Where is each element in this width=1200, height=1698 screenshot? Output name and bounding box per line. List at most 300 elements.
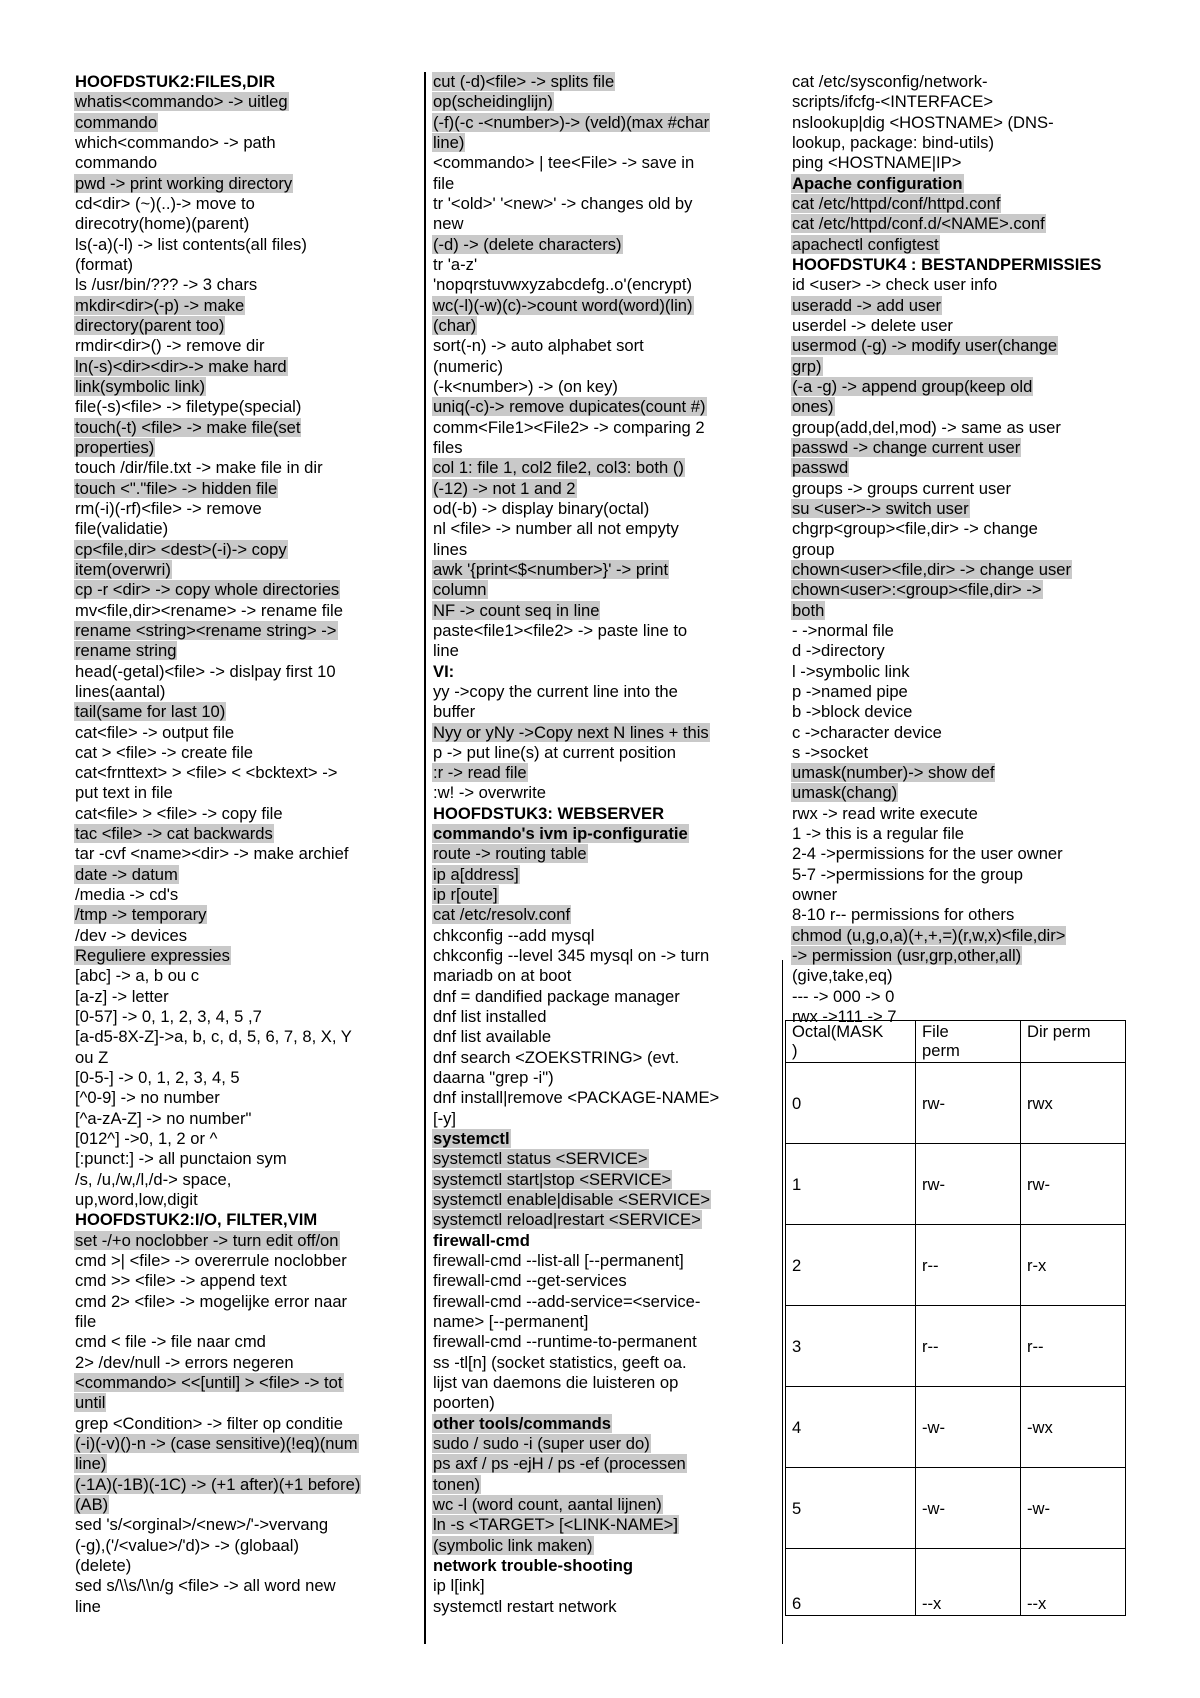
line-text: apachectl configtest	[792, 234, 939, 254]
line-text: paste<file1><file2> -> paste line to	[433, 620, 688, 640]
table-cell: 4	[786, 1387, 916, 1468]
text-line	[74, 1088, 414, 1108]
line-text: su <user>-> switch user	[792, 498, 969, 518]
middle-column	[432, 72, 774, 1617]
section-heading	[432, 804, 774, 824]
line-text: Reguliere expressies	[75, 946, 230, 966]
line-text: ones)	[792, 397, 834, 417]
line-text: cat<frnttext> > <file> < <bcktext> ->	[75, 763, 338, 783]
line-text: p ->named pipe	[792, 681, 908, 701]
line-text: firewall-cmd --list-all [--permanent]	[433, 1251, 684, 1271]
line-text: [0-5-] -> 0, 1, 2, 3, 4, 5	[75, 1068, 240, 1088]
line-text: p -> put line(s) at current position	[433, 742, 677, 762]
line-text: [:punct:] -> all punctaion sym	[75, 1149, 287, 1169]
line-text: cmd >> <file> -> append text	[75, 1271, 287, 1291]
text-line	[432, 1007, 774, 1027]
line-text: file	[433, 173, 455, 193]
line-text: cmd 2> <file> -> mogelijke error naar	[75, 1291, 348, 1311]
table-cell: 2	[786, 1225, 916, 1306]
line-text: touch(-t) <file> -> make file(set	[75, 417, 301, 437]
text-line	[432, 133, 774, 153]
text-line	[432, 1312, 774, 1332]
line-text: tonen)	[433, 1474, 481, 1494]
line-text: tail(same for last 10)	[75, 702, 226, 722]
line-text: chkconfig --add mysql	[433, 925, 595, 945]
line-text: 8-10 r-- permissions for others	[792, 905, 1015, 925]
line-text: up,word,low,digit	[75, 1190, 198, 1210]
text-line	[74, 946, 414, 966]
table-header-cell: Dir perm	[1021, 1021, 1126, 1063]
line-text: ss -tl[n] (socket statistics, geeft oa.	[433, 1352, 687, 1372]
table-cell: -wx	[1021, 1387, 1126, 1468]
text-line	[432, 1353, 774, 1373]
line-text: set -/+o noclobber -> turn edit off/on	[75, 1230, 339, 1250]
line-text: 2> /dev/null -> errors negeren	[75, 1352, 294, 1372]
text-line	[74, 1576, 414, 1596]
line-text: d ->directory	[792, 641, 885, 661]
text-line	[432, 1597, 774, 1617]
text-line	[432, 763, 774, 783]
line-text: head(-getal)<file> -> dislpay first 10	[75, 661, 336, 681]
text-line	[791, 235, 1136, 255]
table-cell: -w-	[1021, 1468, 1126, 1549]
line-text: (-g),('/<value>/'d)> -> (globaal)	[75, 1535, 299, 1555]
table-cell: rwx	[1021, 1063, 1126, 1144]
line-text: [abc] -> a, b ou c	[75, 966, 200, 986]
text-line	[432, 174, 774, 194]
line-text: commando	[75, 112, 158, 132]
table-cell: rw-	[916, 1144, 1021, 1225]
text-line	[74, 1475, 414, 1495]
text-line	[791, 723, 1136, 743]
line-text: --- -> 000 -> 0	[792, 986, 895, 1006]
text-line	[432, 1190, 774, 1210]
line-text: cat > <file> -> create file	[75, 742, 254, 762]
line-text: od(-b) -> display binary(octal)	[433, 498, 650, 518]
table-row	[786, 1387, 1126, 1468]
line-text: (-12) -> not 1 and 2	[433, 478, 576, 498]
line-text: ln(-s)<dir><dir>-> make hard	[75, 356, 287, 376]
text-line	[74, 397, 414, 417]
text-line	[791, 804, 1136, 824]
text-line	[432, 1536, 774, 1556]
text-line	[74, 174, 414, 194]
text-line	[74, 1556, 414, 1576]
line-text: (-i)(-v)()-n -> (case sensitive)(!eq)(num	[75, 1433, 358, 1453]
text-line	[74, 1373, 414, 1393]
line-text: ln -s <TARGET> [<LINK-NAME>]	[433, 1515, 678, 1535]
line-text: [a-z] -> letter	[75, 986, 169, 1006]
text-line	[432, 214, 774, 234]
text-line	[791, 194, 1136, 214]
line-text: umask(number)-> show def	[792, 763, 995, 783]
line-text: mv<file,dir><rename> -> rename file	[75, 600, 343, 620]
line-text: firewall-cmd	[433, 1230, 530, 1250]
text-line	[432, 1475, 774, 1495]
line-text: usermod (-g) -> modify user(change	[792, 336, 1058, 356]
text-line	[74, 987, 414, 1007]
text-line	[432, 905, 774, 925]
text-line	[74, 418, 414, 438]
line-text: systemctl enable|disable <SERVICE>	[433, 1190, 711, 1210]
text-line	[432, 519, 774, 539]
text-line	[432, 499, 774, 519]
line-text: item(overwri)	[75, 559, 171, 579]
table-row	[786, 1306, 1126, 1387]
text-line	[74, 1149, 414, 1169]
line-text: systemctl status <SERVICE>	[433, 1149, 648, 1169]
line-text: poorten)	[433, 1393, 495, 1413]
line-text: route -> routing table	[433, 844, 587, 864]
line-text: chkconfig --level 345 mysql on -> turn	[433, 946, 710, 966]
text-line	[74, 580, 414, 600]
line-text: op(scheidinglijn)	[433, 92, 553, 112]
line-text: groups -> groups current user	[792, 478, 1012, 498]
line-text: systemctl reload|restart <SERVICE>	[433, 1210, 701, 1230]
text-line	[74, 560, 414, 580]
text-line	[791, 316, 1136, 336]
text-line	[74, 905, 414, 925]
line-text: cp<file,dir> <dest>(-i)-> copy	[75, 539, 287, 559]
text-line	[432, 458, 774, 478]
text-line	[432, 418, 774, 438]
table-row	[786, 1549, 1126, 1616]
text-line	[74, 1597, 414, 1617]
table-row	[786, 1468, 1126, 1549]
text-line	[74, 783, 414, 803]
text-line	[791, 92, 1136, 112]
table-cell: r--	[916, 1225, 1021, 1306]
text-line	[791, 763, 1136, 783]
line-text: (-f)(-c -<number>)-> (veld)(max #char	[433, 112, 710, 132]
text-line	[432, 1068, 774, 1088]
text-line	[432, 1454, 774, 1474]
line-text: ip a[ddress]	[433, 864, 519, 884]
text-line	[432, 987, 774, 1007]
line-text: l ->symbolic link	[792, 661, 910, 681]
line-text: systemctl start|stop <SERVICE>	[433, 1169, 672, 1189]
text-line	[791, 499, 1136, 519]
text-line	[74, 641, 414, 661]
line-text: [^a-zA-Z] -> no number"	[75, 1108, 252, 1128]
line-text: daarna "grep -i")	[433, 1068, 554, 1088]
section-heading	[432, 1414, 774, 1434]
text-line	[74, 92, 414, 112]
line-text: file(-s)<file> -> filetype(special)	[75, 397, 302, 417]
section-heading	[432, 662, 774, 682]
text-line	[791, 966, 1136, 986]
line-text: (-a -g) -> append group(keep old	[792, 376, 1033, 396]
line-text: cat /etc/httpd/conf.d/<NAME>.conf	[792, 214, 1045, 234]
line-text: ping <HOSTNAME|IP>	[792, 153, 962, 173]
table-header-cell: Octal(MASK )	[786, 1021, 916, 1063]
line-text: [^0-9] -> no number	[75, 1088, 220, 1108]
line-text: nslookup|dig <HOSTNAME> (DNS-	[792, 112, 1054, 132]
line-text: wc(-l)(-w)(c)->count word(word)(lin)	[433, 295, 693, 315]
line-text: cp -r <dir> -> copy whole directories	[75, 580, 340, 600]
section-heading	[791, 174, 1136, 194]
text-line	[432, 235, 774, 255]
text-line	[432, 641, 774, 661]
line-text: sudo / sudo -i (super user do)	[433, 1433, 650, 1453]
line-text: lijst van daemons die luisteren op	[433, 1373, 679, 1392]
table-row	[786, 1225, 1126, 1306]
text-line	[74, 1231, 414, 1251]
line-text: chmod (u,g,o,a)(+,+,=)(r,w,x)<file,dir>	[792, 925, 1066, 945]
section-heading	[74, 1210, 414, 1230]
line-text: <commando> | tee<File> -> save in	[433, 153, 695, 173]
text-line	[432, 540, 774, 560]
line-text: firewall-cmd --add-service=<service-	[433, 1291, 701, 1311]
line-text: ip l[ink]	[433, 1576, 485, 1596]
text-line	[791, 519, 1136, 539]
line-text: systemctl	[433, 1129, 510, 1149]
table-cell: -w-	[916, 1387, 1021, 1468]
text-line	[432, 336, 774, 356]
text-line	[791, 438, 1136, 458]
table-cell: 1	[786, 1144, 916, 1225]
table-cell: -w-	[916, 1468, 1021, 1549]
text-line	[74, 438, 414, 458]
text-line	[74, 1292, 414, 1312]
line-text: column	[433, 580, 487, 600]
text-line	[74, 1129, 414, 1149]
text-line	[74, 702, 414, 722]
text-line	[432, 1393, 774, 1413]
text-line	[432, 1292, 774, 1312]
line-text: grep <Condition> -> filter op conditie	[75, 1413, 343, 1433]
line-text: properties)	[75, 437, 155, 457]
section-heading	[791, 255, 1136, 275]
text-line	[432, 1170, 774, 1190]
text-line	[791, 844, 1136, 864]
text-line	[74, 336, 414, 356]
line-text: passwd	[792, 458, 849, 478]
line-text: new	[433, 214, 464, 234]
line-text: cmd < file -> file naar cmd	[75, 1332, 266, 1352]
line-text: cat /etc/httpd/conf/httpd.conf	[792, 193, 1001, 213]
line-text: tar -cvf <name><dir> -> make archief	[75, 844, 349, 864]
text-line	[74, 723, 414, 743]
text-line	[74, 1190, 414, 1210]
line-text: HOOFDSTUK2:I/O, FILTER,VIM	[75, 1210, 318, 1230]
section-heading	[432, 1556, 774, 1576]
text-line	[791, 275, 1136, 295]
text-line	[791, 926, 1136, 946]
octal-permission-table	[785, 1020, 1126, 1616]
text-line	[432, 844, 774, 864]
line-text: (-1A)(-1B)(-1C) -> (+1 after)(+1 before)	[75, 1474, 361, 1494]
text-line	[432, 560, 774, 580]
text-line	[432, 1576, 774, 1596]
text-line	[74, 1515, 414, 1535]
text-line	[74, 1109, 414, 1129]
text-line	[791, 418, 1136, 438]
text-line	[74, 743, 414, 763]
line-text: dnf list installed	[433, 1007, 547, 1027]
line-text: cat<file> > <file> -> copy file	[75, 803, 283, 823]
text-line	[432, 1271, 774, 1291]
line-text: sort(-n) -> auto alphabet sort	[433, 336, 644, 356]
table-cell: --x	[1021, 1549, 1126, 1616]
line-text: systemctl restart network	[433, 1596, 617, 1616]
line-text: rename string	[75, 641, 177, 661]
line-text: other tools/commands	[433, 1413, 611, 1433]
line-text: umask(chang)	[792, 783, 898, 803]
line-text: cd<dir> (~)(..)-> move to	[75, 193, 255, 213]
text-line	[791, 458, 1136, 478]
line-text: lookup, package: bind-utils)	[792, 132, 995, 152]
line-text: line)	[75, 1454, 107, 1474]
text-line	[432, 1434, 774, 1454]
line-text: s ->socket	[792, 742, 869, 762]
line-text: (numeric)	[433, 356, 504, 376]
text-line	[432, 723, 774, 743]
text-line	[432, 296, 774, 316]
section-heading	[74, 72, 414, 92]
line-text: HOOFDSTUK4 : BESTANDPERMISSIES	[792, 254, 1102, 274]
line-text: rmdir<dir>() -> remove dir	[75, 336, 265, 356]
table-cell: 0	[786, 1063, 916, 1144]
text-line	[74, 804, 414, 824]
text-line	[74, 1251, 414, 1271]
line-text: Apache configuration	[792, 173, 963, 193]
text-line	[74, 926, 414, 946]
text-line	[74, 479, 414, 499]
line-text: grp)	[792, 356, 822, 376]
text-line	[432, 438, 774, 458]
line-text: (AB)	[75, 1494, 109, 1514]
text-line	[432, 397, 774, 417]
text-line	[432, 1251, 774, 1271]
line-text: touch /dir/file.txt -> make file in dir	[75, 458, 323, 478]
text-line	[74, 1027, 414, 1047]
text-line	[791, 905, 1136, 925]
line-text: HOOFDSTUK3: WEBSERVER	[433, 803, 665, 823]
line-text: <commando> <<[until] > <file> -> tot	[75, 1373, 343, 1392]
line-text: ps axf / ps -ejH / ps -ef (processen	[433, 1454, 686, 1474]
text-line	[74, 1007, 414, 1027]
line-text: dnf search <ZOEKSTRING> (evt.	[433, 1047, 680, 1067]
line-text: b ->block device	[792, 702, 913, 722]
line-text: (-k<number>) -> (on key)	[433, 376, 618, 396]
table-cell: r--	[916, 1306, 1021, 1387]
text-line	[432, 1088, 774, 1108]
text-line	[432, 865, 774, 885]
text-line	[74, 844, 414, 864]
line-text: ls /usr/bin/??? -> 3 chars	[75, 275, 258, 295]
line-text: col 1: file 1, col2 file2, col3: both ()	[433, 458, 684, 478]
line-text: uniq(-c)-> remove dupicates(count #)	[433, 397, 706, 417]
text-line	[432, 946, 774, 966]
text-line	[432, 1495, 774, 1515]
line-text: 1 -> this is a regular file	[792, 824, 965, 844]
line-text: :w! -> overwrite	[433, 783, 546, 803]
line-text: group(add,del,mod) -> same as user	[792, 417, 1061, 437]
text-line	[74, 885, 414, 905]
line-text: files	[433, 437, 463, 457]
line-text: cat<file> -> output file	[75, 722, 235, 742]
table-cell: rw-	[916, 1063, 1021, 1144]
line-text: line)	[433, 132, 465, 152]
text-line	[432, 479, 774, 499]
line-text: VI:	[433, 661, 455, 681]
line-text: buffer	[433, 702, 476, 722]
text-line	[74, 1353, 414, 1373]
line-text: pwd -> print working directory	[75, 173, 293, 193]
line-text: commando's ivm ip-configuratie	[433, 824, 688, 844]
line-text: yy ->copy the current line into the	[433, 681, 678, 701]
line-text: ls(-a)(-l) -> list contents(all files)	[75, 234, 307, 254]
table-header-cell: File perm	[916, 1021, 1021, 1063]
text-line	[791, 397, 1136, 417]
line-text: (char)	[433, 315, 477, 335]
text-line	[791, 824, 1136, 844]
text-line	[74, 682, 414, 702]
line-text: lines	[433, 539, 468, 559]
text-line	[74, 540, 414, 560]
text-line	[432, 1149, 774, 1169]
text-line	[791, 662, 1136, 682]
column-divider	[424, 72, 426, 1644]
line-text: both	[792, 600, 825, 620]
line-text: sed s/\\s/\\n/g <file> -> all word new	[75, 1576, 336, 1596]
text-line	[74, 1170, 414, 1190]
line-text: :r -> read file	[433, 763, 527, 783]
line-text: 2-4 ->permissions for the user owner	[792, 844, 1063, 864]
table-cell: r--	[1021, 1306, 1126, 1387]
line-text: chown<user>:<group><file,dir> ->	[792, 580, 1042, 600]
line-text: (-d) -> (delete characters)	[433, 234, 622, 254]
line-text: file(validatie)	[75, 519, 169, 539]
line-text: mkdir<dir>(-p) -> make	[75, 295, 245, 315]
line-text: userdel -> delete user	[792, 315, 953, 335]
text-line	[432, 72, 774, 92]
line-text: /tmp -> temporary	[75, 905, 207, 925]
line-text: lines(aantal)	[75, 681, 166, 701]
text-line	[791, 946, 1136, 966]
line-text: [0-57] -> 0, 1, 2, 3, 4, 5 ,7	[75, 1007, 262, 1027]
line-text: HOOFDSTUK2:FILES,DIR	[75, 72, 276, 91]
line-text: group	[792, 539, 835, 559]
text-line	[74, 662, 414, 682]
line-text: NF -> count seq in line	[433, 600, 600, 620]
text-line	[74, 1271, 414, 1291]
line-text: file	[75, 1312, 97, 1332]
text-line	[791, 601, 1136, 621]
line-text: - ->normal file	[792, 620, 894, 640]
table-cell: rw-	[1021, 1144, 1126, 1225]
line-text: line	[75, 1596, 101, 1616]
line-text: directory(parent too)	[75, 315, 225, 335]
line-text: link(symbolic link)	[75, 376, 206, 396]
line-text: (symbolic link maken)	[433, 1535, 593, 1555]
line-text: rm(-i)(-rf)<file> -> remove	[75, 498, 262, 518]
text-line	[432, 255, 774, 275]
text-line	[74, 519, 414, 539]
line-text: tr '<old>' '<new>' -> changes old by	[433, 193, 693, 213]
line-text: which<commando> -> path	[75, 132, 276, 152]
line-text: whatis<commando> -> uitleg	[75, 92, 288, 112]
line-text: scripts/ifcfg-<INTERFACE>	[792, 92, 994, 112]
line-text: awk '{print<$<number>}' -> print	[433, 559, 669, 579]
line-text: rename <string><rename string> ->	[75, 620, 337, 640]
text-line	[74, 865, 414, 885]
text-line	[432, 1515, 774, 1535]
text-line	[791, 987, 1136, 1007]
text-line	[74, 1414, 414, 1434]
line-text: -> permission (usr,grp,other,all)	[792, 946, 1022, 966]
